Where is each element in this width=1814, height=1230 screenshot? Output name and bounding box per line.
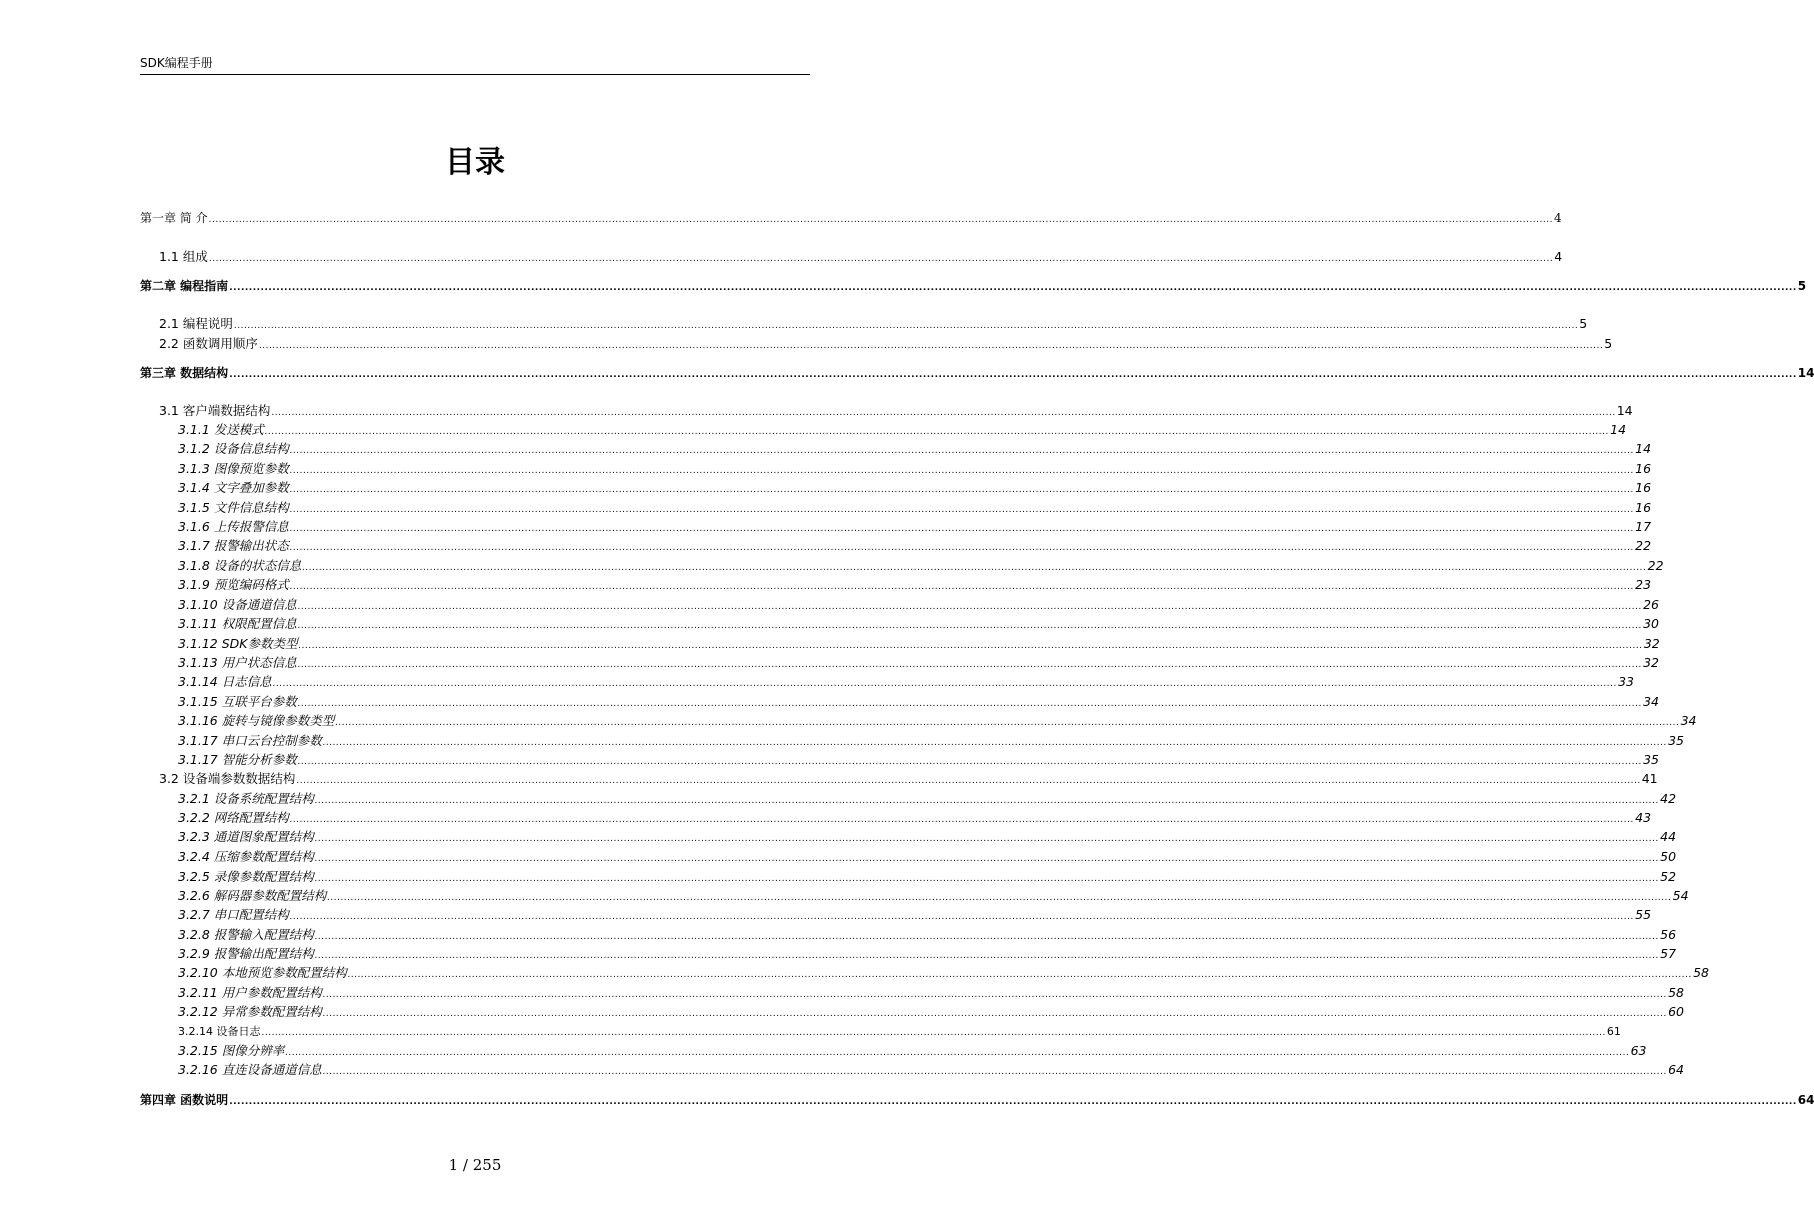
toc-entry-label: 3.1.13 用户状态信息 bbox=[178, 655, 297, 670]
toc-entry-page: 14 bbox=[1635, 441, 1652, 456]
toc-entry[interactable] bbox=[178, 597, 1659, 613]
toc-leader-dots: ................................................................................................................................................................................................................................................................................................................................................................................................................ bbox=[208, 215, 1553, 225]
toc-entry-page: 43 bbox=[1635, 810, 1652, 825]
toc-entry-page: 32 bbox=[1643, 655, 1659, 670]
page-title: 目录 bbox=[445, 145, 505, 180]
toc-entry-page: 44 bbox=[1660, 829, 1677, 844]
toc-entry-page: 5 bbox=[1604, 336, 1613, 351]
toc-leader-dots: ................................................................................................................................................................................................................................................................................................................................................................................................................ bbox=[258, 341, 1604, 351]
toc-entry-label: 3.2.8 报警输入配置结构 bbox=[178, 927, 314, 942]
toc-entry-page: 4 bbox=[1554, 249, 1563, 264]
toc-entry-label: 3.2.11 用户参数配置结构 bbox=[178, 985, 322, 1000]
toc-entry-page: 32 bbox=[1643, 636, 1660, 651]
toc-entry[interactable] bbox=[178, 1004, 1684, 1020]
toc-entry[interactable] bbox=[178, 500, 1652, 516]
toc-entry[interactable] bbox=[178, 1043, 1647, 1059]
toc-entry-page: 30 bbox=[1643, 616, 1659, 631]
toc-entry-label: 3.2.14 设备日志 bbox=[178, 1025, 261, 1038]
toc-entry-page: 22 bbox=[1635, 538, 1652, 553]
toc-entry[interactable] bbox=[178, 577, 1652, 593]
toc-entry[interactable] bbox=[140, 1092, 1814, 1108]
toc-entry[interactable] bbox=[178, 752, 1659, 768]
toc-entry-page: 56 bbox=[1660, 927, 1677, 942]
toc-entry[interactable] bbox=[159, 316, 1588, 332]
toc-entry-label: 3.2.1 设备系统配置结构 bbox=[178, 791, 314, 806]
toc-leader-dots: ................................................................................................................................................................................................................................................................................................................................................................................................................ bbox=[261, 1028, 1606, 1038]
toc-leader-dots: ................................................................................................................................................................................................................................................................................................................................................................................................................ bbox=[264, 427, 1610, 437]
toc-entry-label: 3.2.15 图像分辨率 bbox=[178, 1043, 285, 1058]
toc-leader-dots: ................................................................................................................................................................................................................................................................................................................................................................................................................ bbox=[314, 951, 1660, 961]
page-header bbox=[140, 56, 810, 75]
toc-entry-page: 23 bbox=[1635, 577, 1652, 592]
toc-entry-page: 54 bbox=[1672, 888, 1689, 903]
toc-leader-dots: ................................................................................................................................................................................................................................................................................................................................................................................................................ bbox=[297, 757, 1643, 767]
toc-entry-page: 63 bbox=[1630, 1043, 1647, 1058]
toc-entry-label: 3.1.17 串口云台控制参数 bbox=[178, 733, 322, 748]
toc-entry-label: 3.2.16 直连设备通道信息 bbox=[178, 1062, 322, 1077]
toc-leader-dots: ................................................................................................................................................................................................................................................................................................................................................................................................................ bbox=[289, 446, 1635, 456]
toc-entry-page: 35 bbox=[1668, 733, 1684, 748]
toc-leader-dots: ................................................................................................................................................................................................................................................................................................................................................................................................................ bbox=[297, 602, 1643, 612]
toc-entry-label: 第一章 简 介 bbox=[140, 211, 208, 225]
toc-entry-label: 3.1.6 上传报警信息 bbox=[178, 519, 289, 534]
toc-entry[interactable] bbox=[159, 249, 1563, 265]
toc-leader-dots: ................................................................................................................................................................................................................................................................................................................................................................................................................ bbox=[347, 970, 1693, 980]
toc-entry[interactable] bbox=[159, 336, 1613, 352]
toc-entry[interactable] bbox=[178, 422, 1627, 438]
toc-entry-page: 4 bbox=[1553, 211, 1562, 225]
toc-entry-label: 3.1 客户端数据结构 bbox=[159, 403, 271, 418]
toc-leader-dots: ................................................................................................................................................................................................................................................................................................................................................................................................................ bbox=[327, 893, 1672, 903]
toc-entry[interactable] bbox=[178, 519, 1652, 535]
toc-entry-label: 第三章 数据结构 bbox=[140, 366, 229, 380]
toc-leader-dots: ................................................................................................................................................................................................................................................................................................................................................................................................................ bbox=[289, 524, 1635, 534]
toc-entry[interactable] bbox=[140, 278, 1807, 294]
toc-leader-dots: ................................................................................................................................................................................................................................................................................................................................................................................................................ bbox=[289, 466, 1635, 476]
toc-entry[interactable] bbox=[178, 461, 1652, 477]
toc-entry-page: 42 bbox=[1660, 791, 1677, 806]
toc-leader-dots: ................................................................................................................................................................................................................................................................................................................................................................................................................ bbox=[314, 854, 1660, 864]
toc-entry[interactable] bbox=[178, 869, 1677, 885]
toc-entry-page: 35 bbox=[1643, 752, 1659, 767]
toc-entry-page: 58 bbox=[1668, 985, 1684, 1000]
toc-entry-label: 3.1.4 文字叠加参数 bbox=[178, 480, 289, 495]
toc-leader-dots: ................................................................................................................................................................................................................................................................................................................................................................................................................ bbox=[322, 738, 1668, 748]
toc-entry[interactable] bbox=[178, 616, 1659, 632]
toc-leader-dots: ................................................................................................................................................................................................................................................................................................................................................................................................................ bbox=[289, 815, 1635, 825]
toc-leader-dots: ................................................................................................................................................................................................................................................................................................................................................................................................................ bbox=[208, 254, 1554, 264]
toc-entry[interactable] bbox=[140, 210, 1562, 226]
toc-leader-dots: ................................................................................................................................................................................................................................................................................................................................................................................................................ bbox=[272, 679, 1618, 689]
toc-leader-dots: ................................................................................................................................................................................................................................................................................................................................................................................................................ bbox=[297, 699, 1643, 709]
toc-entry-page: 33 bbox=[1618, 674, 1634, 689]
toc-entry[interactable] bbox=[178, 1024, 1621, 1040]
toc-entry-page: 58 bbox=[1693, 965, 1709, 980]
toc-entry-page: 50 bbox=[1660, 849, 1677, 864]
toc-entry-label: 3.2.7 串口配置结构 bbox=[178, 907, 289, 922]
header-text: SDK编程手册 bbox=[140, 56, 213, 70]
toc-entry-label: 3.2.9 报警输出配置结构 bbox=[178, 946, 314, 961]
toc-entry-label: 第四章 函数说明 bbox=[140, 1093, 229, 1107]
toc-leader-dots: ................................................................................................................................................................................................................................................................................................................................................................................................................ bbox=[314, 874, 1660, 884]
toc-entry[interactable] bbox=[178, 888, 1689, 904]
toc-entry[interactable] bbox=[178, 829, 1677, 845]
toc-entry[interactable] bbox=[178, 810, 1652, 826]
toc-entry-label: 3.1.17 智能分析参数 bbox=[178, 752, 297, 767]
toc-leader-dots: ................................................................................................................................................................................................................................................................................................................................................................................................................ bbox=[314, 796, 1660, 806]
toc-entry-label: 3.1.10 设备通道信息 bbox=[178, 597, 297, 612]
page-number: 1 / 255 bbox=[448, 1156, 502, 1174]
toc-entry-page: 34 bbox=[1680, 713, 1697, 728]
toc-entry-page: 52 bbox=[1660, 869, 1677, 884]
toc-entry-page: 14 bbox=[1616, 403, 1633, 418]
toc-entry[interactable] bbox=[178, 907, 1652, 923]
toc-entry-label: 3.2.5 录像参数配置结构 bbox=[178, 869, 314, 884]
toc-entry-page: 57 bbox=[1660, 946, 1677, 961]
toc-leader-dots: ................................................................................................................................................................................................................................................................................................................................................................................................................ bbox=[296, 776, 1641, 786]
toc-entry-page: 17 bbox=[1635, 519, 1652, 534]
toc-leader-dots: ................................................................................................................................................................................................................................................................................................................................................................................................................ bbox=[302, 563, 1647, 573]
toc-leader-dots: ................................................................................................................................................................................................................................................................................................................................................................................................................ bbox=[229, 370, 1797, 380]
toc-entry[interactable] bbox=[178, 733, 1684, 749]
toc-entry-label: 1.1 组成 bbox=[159, 249, 208, 264]
toc-entry-label: 3.1.1 发送模式 bbox=[178, 422, 264, 437]
toc-entry-page: 16 bbox=[1635, 500, 1652, 515]
toc-leader-dots: ................................................................................................................................................................................................................................................................................................................................................................................................................ bbox=[297, 660, 1643, 670]
toc-entry-page: 61 bbox=[1606, 1025, 1621, 1038]
toc-leader-dots: ................................................................................................................................................................................................................................................................................................................................................................................................................ bbox=[289, 912, 1635, 922]
toc-leader-dots: ................................................................................................................................................................................................................................................................................................................................................................................................................ bbox=[285, 1048, 1630, 1058]
toc-entry[interactable] bbox=[178, 636, 1660, 652]
toc-entry[interactable] bbox=[178, 927, 1677, 943]
toc-leader-dots: ................................................................................................................................................................................................................................................................................................................................................................................................................ bbox=[322, 990, 1668, 1000]
toc-entry-label: 第二章 编程指南 bbox=[140, 279, 229, 293]
toc-entry[interactable] bbox=[178, 849, 1677, 865]
toc-entry[interactable] bbox=[178, 946, 1677, 962]
toc-entry-label: 3.2.4 压缩参数配置结构 bbox=[178, 849, 314, 864]
toc-entry-label: 3.1.3 图像预览参数 bbox=[178, 461, 289, 476]
toc-entry-label: 3.1.12 SDK参数类型 bbox=[178, 636, 298, 651]
toc-entry[interactable] bbox=[178, 791, 1677, 807]
toc-leader-dots: ................................................................................................................................................................................................................................................................................................................................................................................................................ bbox=[289, 505, 1635, 515]
toc-entry[interactable] bbox=[178, 558, 1664, 574]
toc-entry-page: 14 bbox=[1610, 422, 1627, 437]
toc-entry[interactable] bbox=[159, 403, 1633, 419]
toc-leader-dots: ................................................................................................................................................................................................................................................................................................................................................................................................................ bbox=[271, 408, 1616, 418]
toc-entry-page: 26 bbox=[1643, 597, 1659, 612]
toc-entry-page: 41 bbox=[1641, 771, 1658, 786]
toc-entry-label: 3.1.7 报警输出状态 bbox=[178, 538, 289, 553]
toc-entry-label: 3.2.6 解码器参数配置结构 bbox=[178, 888, 327, 903]
toc-entry-label: 2.2 函数调用顺序 bbox=[159, 336, 258, 351]
toc-leader-dots: ................................................................................................................................................................................................................................................................................................................................................................................................................ bbox=[289, 543, 1635, 553]
toc-entry-page: 60 bbox=[1668, 1004, 1684, 1019]
toc-leader-dots: ................................................................................................................................................................................................................................................................................................................................................................................................................ bbox=[322, 1009, 1668, 1019]
toc-entry[interactable] bbox=[178, 965, 1709, 981]
toc-leader-dots: ................................................................................................................................................................................................................................................................................................................................................................................................................ bbox=[289, 485, 1635, 495]
toc-entry[interactable] bbox=[178, 538, 1652, 554]
toc-entry-label: 2.1 编程说明 bbox=[159, 316, 233, 331]
toc-entry-label: 3.1.11 权限配置信息 bbox=[178, 616, 297, 631]
toc-entry-label: 3.1.14 日志信息 bbox=[178, 674, 272, 689]
toc-entry-page: 55 bbox=[1635, 907, 1652, 922]
toc-entry-label: 3.1.15 互联平台参数 bbox=[178, 694, 297, 709]
toc-entry-page: 14 bbox=[1797, 366, 1814, 380]
toc-entry-page: 5 bbox=[1797, 279, 1807, 293]
toc-leader-dots: ................................................................................................................................................................................................................................................................................................................................................................................................................ bbox=[229, 283, 1797, 293]
toc-entry-label: 3.1.8 设备的状态信息 bbox=[178, 558, 302, 573]
toc-entry-label: 3.1.5 文件信息结构 bbox=[178, 500, 289, 515]
toc-entry-label: 3.1.2 设备信息结构 bbox=[178, 441, 289, 456]
toc-leader-dots: ................................................................................................................................................................................................................................................................................................................................................................................................................ bbox=[314, 834, 1660, 844]
toc-entry-label: 3.1.16 旋转与镜像参数类型 bbox=[178, 713, 335, 728]
toc-leader-dots: ................................................................................................................................................................................................................................................................................................................................................................................................................ bbox=[298, 641, 1643, 651]
toc-entry-label: 3.2 设备端参数数据结构 bbox=[159, 771, 296, 786]
toc-entry-page: 22 bbox=[1647, 558, 1664, 573]
toc-entry[interactable] bbox=[140, 365, 1814, 381]
toc-entry[interactable] bbox=[178, 1062, 1684, 1078]
toc-leader-dots: ................................................................................................................................................................................................................................................................................................................................................................................................................ bbox=[289, 582, 1635, 592]
toc-entry-page: 16 bbox=[1635, 480, 1652, 495]
toc-entry[interactable] bbox=[178, 694, 1659, 710]
toc-entry-label: 3.2.3 通道图象配置结构 bbox=[178, 829, 314, 844]
toc-entry[interactable] bbox=[178, 655, 1659, 671]
toc-entry[interactable] bbox=[178, 674, 1634, 690]
toc-entry-label: 3.2.2 网络配置结构 bbox=[178, 810, 289, 825]
toc-leader-dots: ................................................................................................................................................................................................................................................................................................................................................................................................................ bbox=[314, 932, 1660, 942]
toc-leader-dots: ................................................................................................................................................................................................................................................................................................................................................................................................................ bbox=[229, 1097, 1797, 1107]
toc-leader-dots: ................................................................................................................................................................................................................................................................................................................................................................................................................ bbox=[322, 1067, 1668, 1077]
toc-leader-dots: ................................................................................................................................................................................................................................................................................................................................................................................................................ bbox=[335, 718, 1680, 728]
toc-entry-page: 16 bbox=[1635, 461, 1652, 476]
toc-entry[interactable] bbox=[178, 480, 1652, 496]
toc-entry-label: 3.2.10 本地预览参数配置结构 bbox=[178, 965, 347, 980]
toc-entry-page: 5 bbox=[1579, 316, 1588, 331]
toc-entry-page: 64 bbox=[1797, 1093, 1814, 1107]
toc-entry[interactable] bbox=[178, 985, 1684, 1001]
toc-entry-page: 64 bbox=[1668, 1062, 1684, 1077]
toc-entry[interactable] bbox=[159, 771, 1658, 787]
toc-leader-dots: ................................................................................................................................................................................................................................................................................................................................................................................................................ bbox=[297, 621, 1643, 631]
toc-entry-label: 3.1.9 预览编码格式 bbox=[178, 577, 289, 592]
toc-entry-label: 3.2.12 异常参数配置结构 bbox=[178, 1004, 322, 1019]
toc-entry[interactable] bbox=[178, 713, 1697, 729]
toc-entry[interactable] bbox=[178, 441, 1652, 457]
toc-entry-page: 34 bbox=[1643, 694, 1659, 709]
toc-leader-dots: ................................................................................................................................................................................................................................................................................................................................................................................................................ bbox=[233, 321, 1579, 331]
